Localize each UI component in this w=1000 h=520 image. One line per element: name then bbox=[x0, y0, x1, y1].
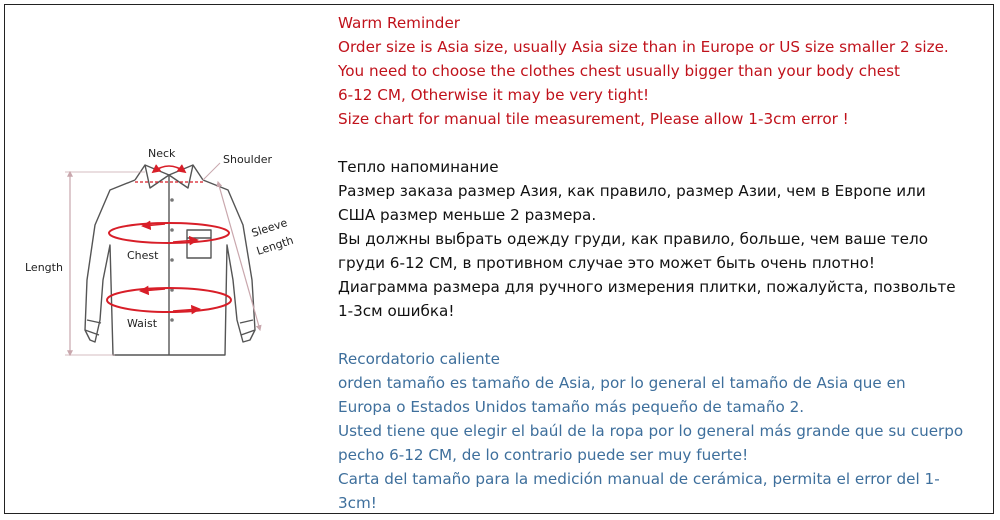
english-line: 6-12 CM, Otherwise it may be very tight! bbox=[338, 86, 650, 104]
spanish-line: pecho 6-12 CM, de lo contrario puede ser muy fuerte! bbox=[338, 446, 749, 464]
english-line: Size chart for manual tile measurement, Please allow 1-3cm error ! bbox=[338, 110, 849, 128]
spanish-line: Carta del tamaño para la medición manual de cerámica, permita el error del 1- bbox=[338, 470, 940, 488]
size-reminder-panel bbox=[4, 4, 994, 514]
russian-line: Размер заказа размер Азия, как правило, размер Азии, чем в Европе или bbox=[338, 182, 926, 200]
spanish-line: 3cm! bbox=[338, 494, 377, 512]
russian-line: Диаграмма размера для ручного измерения плитки, пожалуйста, позвольте bbox=[338, 278, 956, 296]
russian-line: Вы должны выбрать одежду груди, как правило, больше, чем ваше тело bbox=[338, 230, 928, 248]
reminder-text-column bbox=[338, 11, 988, 515]
english-heading: Warm Reminder bbox=[338, 14, 461, 32]
russian-reminder bbox=[338, 155, 988, 323]
english-reminder bbox=[338, 11, 988, 131]
english-line: You need to choose the clothes chest usually bigger than your body chest bbox=[338, 62, 900, 80]
waist-label: Waist bbox=[127, 317, 158, 330]
russian-line: 1-3см ошибка! bbox=[338, 302, 455, 320]
spanish-line: orden tamaño es tamaño de Asia, por lo general el tamaño de Asia que en bbox=[338, 374, 906, 392]
spanish-reminder bbox=[338, 347, 988, 515]
shirt-measurement-diagram bbox=[15, 130, 320, 365]
spanish-line: Europa o Estados Unidos tamaño más pequeño de tamaño 2. bbox=[338, 398, 805, 416]
chest-label: Chest bbox=[127, 249, 159, 262]
shirt-icon bbox=[15, 130, 320, 365]
spanish-heading: Recordatorio caliente bbox=[338, 350, 500, 368]
sleeve-length-label: Length bbox=[254, 233, 296, 258]
shoulder-label: Shoulder bbox=[223, 153, 272, 166]
spanish-line: Usted tiene que elegir el baúl de la ropa por lo general más grande que su cuerpo bbox=[338, 422, 964, 440]
sleeve-label: Sleeve bbox=[249, 216, 289, 240]
neck-label: Neck bbox=[148, 147, 176, 160]
english-line: Order size is Asia size, usually Asia size than in Europe or US size smaller 2 size. bbox=[338, 38, 949, 56]
russian-line: груди 6-12 CM, в противном случае это может быть очень плотно! bbox=[338, 254, 875, 272]
russian-heading: Тепло напоминание bbox=[338, 158, 499, 176]
length-label: Length bbox=[25, 261, 63, 274]
russian-line: США размер меньше 2 размера. bbox=[338, 206, 597, 224]
